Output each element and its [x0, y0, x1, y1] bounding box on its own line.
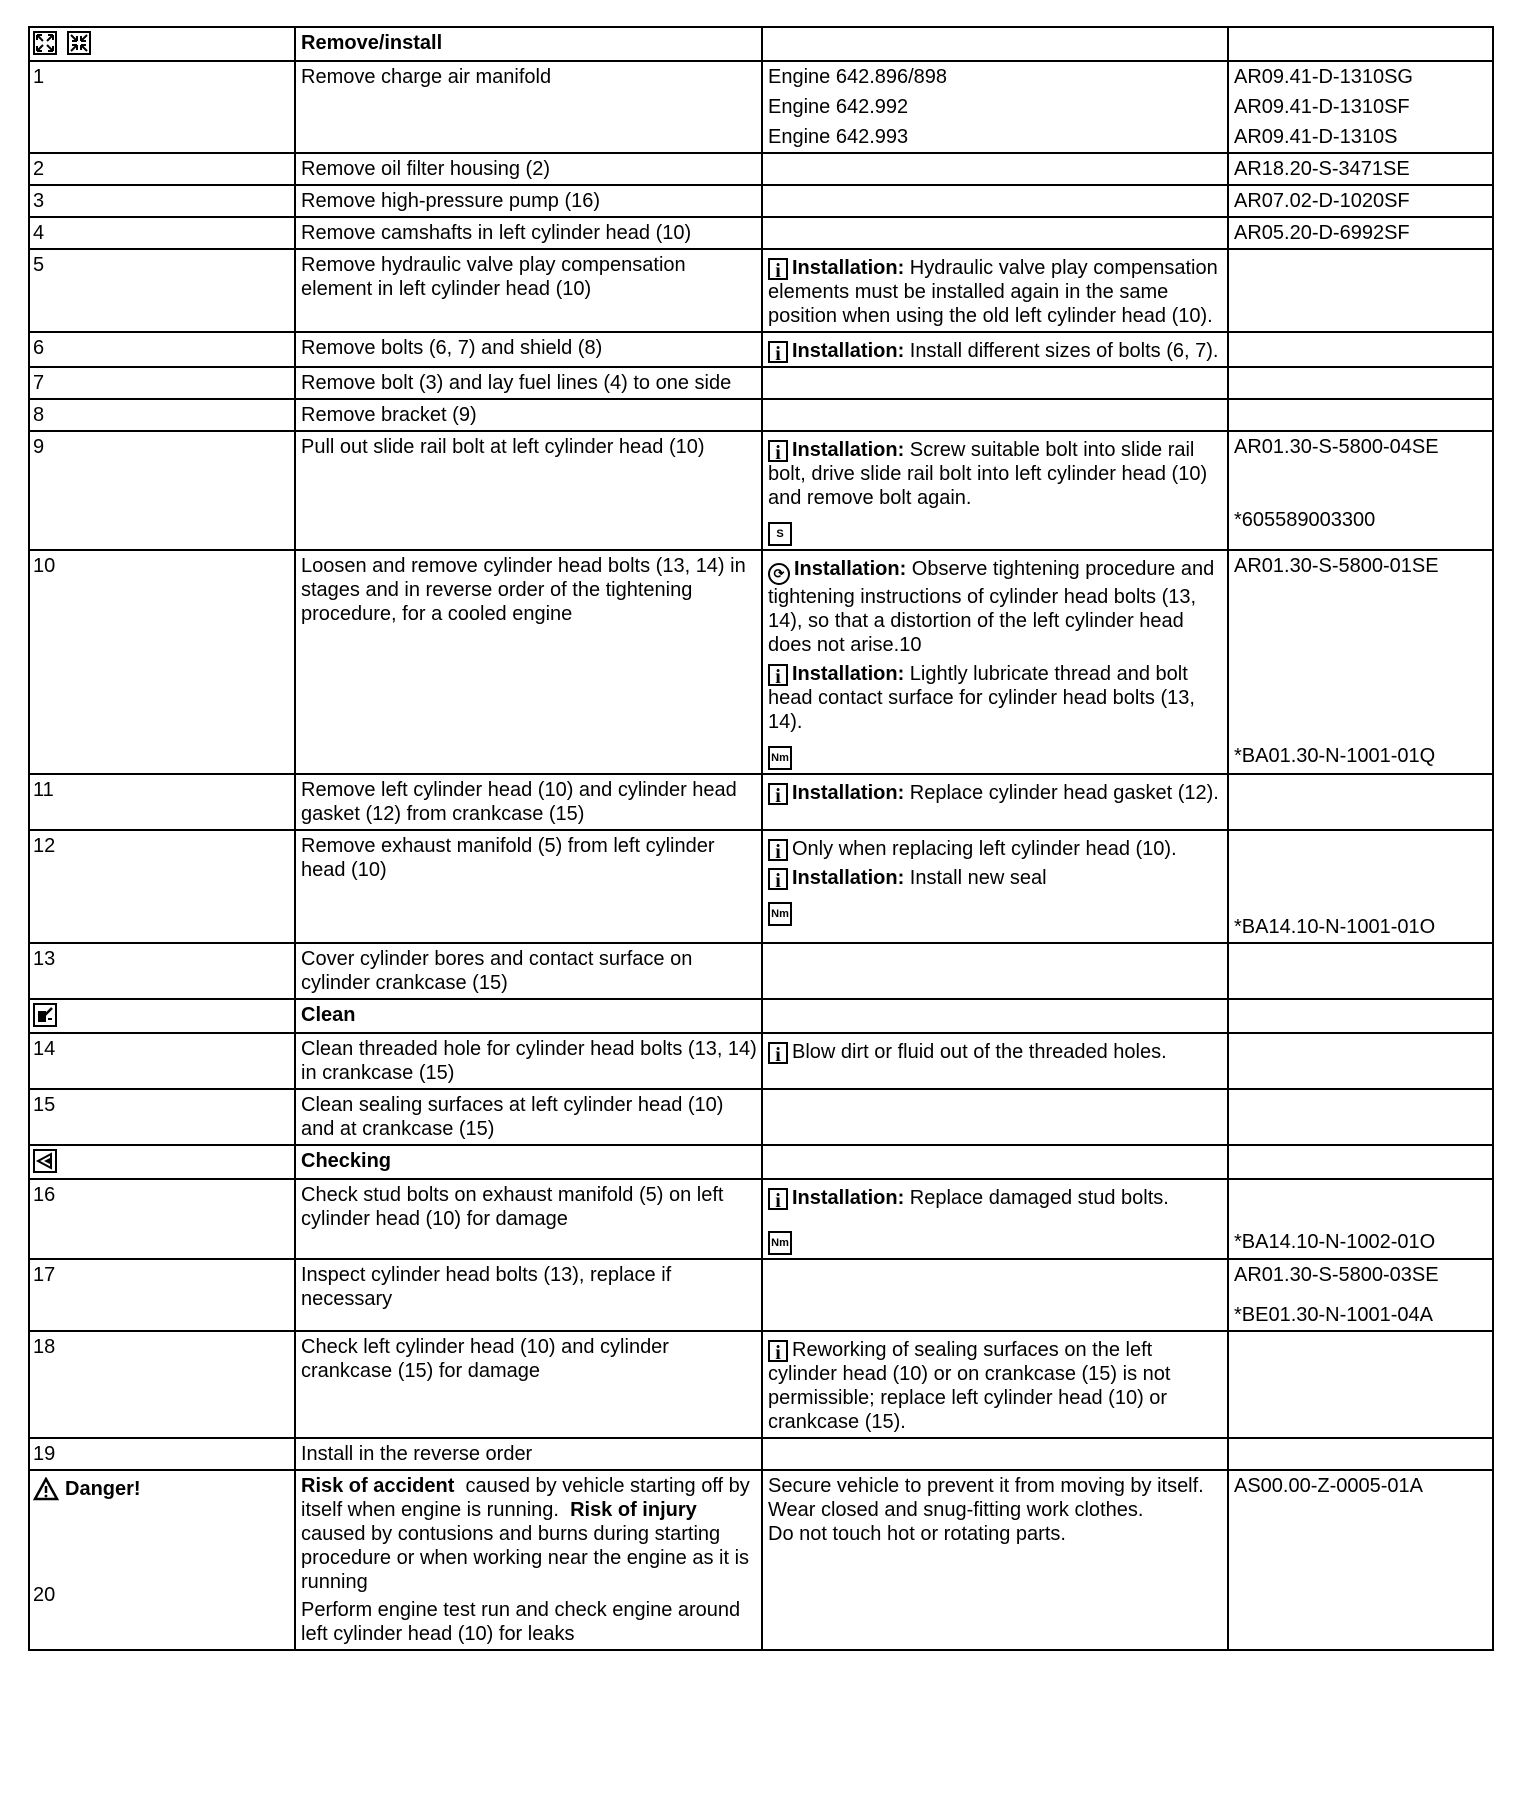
- step-number: 20: [33, 1584, 56, 1606]
- step-number: 12: [29, 830, 295, 943]
- torque-reference-link[interactable]: *BA14.10-N-1001-01O: [1234, 916, 1436, 938]
- step-row: [29, 550, 1493, 774]
- step-row: [29, 153, 1493, 185]
- installation-note: i Installation: Lightly lubricate thread and bolt head contact surface for cylinder head bolts (13, 14).: [768, 663, 1195, 733]
- safety-measure: Do not touch hot or rotating parts.: [768, 1523, 1066, 1545]
- info-note: i Blow dirt or fluid out of the threaded holes.: [768, 1040, 1223, 1064]
- step-row: [29, 1089, 1493, 1145]
- step-row: [29, 332, 1493, 367]
- step-task: Remove bracket (9): [295, 399, 762, 431]
- step-row: [29, 431, 1493, 550]
- expand-arrows-icon: [33, 31, 57, 55]
- checking-icon: [33, 1149, 57, 1173]
- step-number: 7: [29, 367, 295, 399]
- step-refs: [1228, 830, 1493, 943]
- step-notes: [762, 830, 1228, 943]
- section-title: Clean: [295, 999, 762, 1033]
- step-notes: [762, 774, 1228, 830]
- step-refs: [1228, 61, 1493, 153]
- step-number: 3: [29, 185, 295, 217]
- step-number: 2: [29, 153, 295, 185]
- engine-variant: Engine 642.993: [768, 126, 909, 148]
- tightening-procedure-icon: ⟳: [768, 563, 790, 585]
- step-row: [29, 217, 1493, 249]
- installation-note: i Installation: Install new seal: [768, 866, 1223, 890]
- step-number: 11: [29, 774, 295, 830]
- safety-measure: Wear closed and snug-fitting work clothes.: [768, 1499, 1144, 1521]
- step-task: Remove exhaust manifold (5) from left cylinder head (10): [295, 830, 762, 943]
- info-icon: i: [768, 440, 788, 462]
- step-task: Install in the reverse order: [295, 1438, 762, 1470]
- step-task: Remove left cylinder head (10) and cylinder head gasket (12) from crankcase (15): [295, 774, 762, 830]
- installation-note: i Installation: Install different sizes of bolts (6, 7).: [768, 339, 1223, 363]
- info-icon: i: [768, 664, 788, 686]
- step-notes: [762, 1179, 1228, 1259]
- doc-reference-link[interactable]: AR05.20-D-6992SF: [1228, 217, 1493, 249]
- step-number: 18: [29, 1331, 295, 1438]
- danger-measures: [762, 1470, 1228, 1650]
- safety-measure: Secure vehicle to prevent it from moving by itself.: [768, 1475, 1204, 1497]
- step-task: Remove oil filter housing (2): [295, 153, 762, 185]
- section-title: Checking: [295, 1145, 762, 1179]
- doc-reference-link[interactable]: AR09.41-D-1310S: [1234, 126, 1398, 148]
- installation-note: i Installation: Replace damaged stud bolts.: [768, 1186, 1223, 1210]
- step-notes: [762, 431, 1228, 550]
- engine-variant: Engine 642.896/898: [768, 66, 948, 88]
- torque-nm-icon: Nm: [768, 1231, 792, 1255]
- step-refs: [1228, 1179, 1493, 1259]
- torque-reference-link[interactable]: *BA01.30-N-1001-01Q: [1234, 745, 1436, 767]
- step-row: [29, 399, 1493, 431]
- step-row: [29, 249, 1493, 332]
- step-number: 1: [29, 61, 295, 153]
- step-number: 13: [29, 943, 295, 999]
- step-number: 19: [29, 1438, 295, 1470]
- doc-reference-link[interactable]: AR07.02-D-1020SF: [1228, 185, 1493, 217]
- doc-reference-link[interactable]: AR18.20-S-3471SE: [1228, 153, 1493, 185]
- procedure-table: [28, 26, 1494, 1651]
- step-row: [29, 1331, 1493, 1438]
- installation-note: i Installation: Screw suitable bolt into slide rail bolt, drive slide rail bolt into left cylinder head (10) and remove bolt again.: [768, 439, 1208, 509]
- installation-note: i Installation: Replace cylinder head gasket (12).: [768, 781, 1223, 805]
- section-icons: [29, 27, 295, 61]
- step-task: Check stud bolts on exhaust manifold (5) on left cylinder head (10) for damage: [295, 1179, 762, 1259]
- step-row: [29, 185, 1493, 217]
- torque-nm-icon: Nm: [768, 746, 792, 770]
- step-refs: [1228, 1259, 1493, 1331]
- step-task: Pull out slide rail bolt at left cylinder head (10): [295, 431, 762, 550]
- step-task: Remove high-pressure pump (16): [295, 185, 762, 217]
- step-task: Loosen and remove cylinder head bolts (13, 14) in stages and in reverse order of the tightening procedure, for a cooled engine: [295, 550, 762, 774]
- step-number: 17: [29, 1259, 295, 1331]
- doc-reference-link[interactable]: AR01.30-S-5800-04SE: [1234, 436, 1439, 458]
- step-number: 10: [29, 550, 295, 774]
- doc-reference-link[interactable]: AR01.30-S-5800-01SE: [1234, 555, 1439, 577]
- special-tool-icon: S: [768, 522, 792, 546]
- step-number: 14: [29, 1033, 295, 1089]
- clean-icon: [33, 1003, 57, 1027]
- step-task: Remove bolts (6, 7) and shield (8): [295, 332, 762, 367]
- step-task: Clean sealing surfaces at left cylinder head (10) and at crankcase (15): [295, 1089, 762, 1145]
- step-notes: [762, 249, 1228, 332]
- info-icon: i: [768, 341, 788, 363]
- step-task: Inspect cylinder head bolts (13), replace if necessary: [295, 1259, 762, 1331]
- danger-row: [29, 1470, 1493, 1650]
- section-title: Remove/install: [295, 27, 762, 61]
- step-row: [29, 1259, 1493, 1331]
- step-number: 5: [29, 249, 295, 332]
- step-number: 9: [29, 431, 295, 550]
- torque-reference-link[interactable]: *BA14.10-N-1002-01O: [1234, 1231, 1436, 1253]
- step-refs: [1228, 550, 1493, 774]
- step-engines: [762, 61, 1228, 153]
- danger-label: Danger!: [65, 1478, 141, 1500]
- step-notes: [762, 1033, 1228, 1089]
- info-icon: i: [768, 258, 788, 280]
- info-icon: i: [768, 1188, 788, 1210]
- engine-variant: Engine 642.992: [768, 96, 909, 118]
- warning-triangle-icon: [33, 1477, 59, 1501]
- step-row: [29, 830, 1493, 943]
- step-number: 16: [29, 1179, 295, 1259]
- doc-reference-link[interactable]: AR01.30-S-5800-03SE: [1234, 1264, 1439, 1286]
- step-row: [29, 1438, 1493, 1470]
- installation-note: i Installation: Hydraulic valve play compensation elements must be installed again in the same position when using the old left cylinder head (10).: [768, 257, 1218, 327]
- step-row: [29, 1033, 1493, 1089]
- procedure-sheet: [28, 26, 1494, 1651]
- step-task: Perform engine test run and check engine around left cylinder head (10) for leaks: [301, 1599, 741, 1645]
- info-icon: i: [768, 783, 788, 805]
- step-notes: [762, 550, 1228, 774]
- step-task: Remove bolt (3) and lay fuel lines (4) to one side: [295, 367, 762, 399]
- doc-reference-link[interactable]: AS00.00-Z-0005-01A: [1228, 1470, 1493, 1650]
- doc-reference-link[interactable]: AR09.41-D-1310SG: [1234, 66, 1413, 88]
- step-task: Check left cylinder head (10) and cylinder crankcase (15) for damage: [295, 1331, 762, 1438]
- step-number: 4: [29, 217, 295, 249]
- step-number: 8: [29, 399, 295, 431]
- danger-cell: [29, 1470, 295, 1650]
- step-notes: [762, 1331, 1228, 1438]
- step-task: Cover cylinder bores and contact surface on cylinder crankcase (15): [295, 943, 762, 999]
- section-header-checking: [29, 1145, 1493, 1179]
- step-row: [29, 61, 1493, 153]
- info-note: i Only when replacing left cylinder head (10).: [768, 837, 1223, 861]
- step-row: [29, 1179, 1493, 1259]
- step-notes: [762, 332, 1228, 367]
- step-task: Remove charge air manifold: [295, 61, 762, 153]
- step-refs: [1228, 431, 1493, 550]
- step-task: Remove camshafts in left cylinder head (10): [295, 217, 762, 249]
- info-icon: i: [768, 1340, 788, 1362]
- tool-reference-link[interactable]: *605589003300: [1234, 509, 1376, 531]
- tightening-note: ⟳ Installation: Observe tightening procedure and tightening instructions of cylinder head bolts (13, 14), so that a distortion of the left cylinder head does not arise.10: [768, 558, 1215, 656]
- info-note: i Reworking of sealing surfaces on the left cylinder head (10) or on crankcase (15) is not permissible; replace left cylinder head (10) or crankcase (15).: [768, 1339, 1171, 1433]
- collapse-arrows-icon: [67, 31, 91, 55]
- step-task: Clean threaded hole for cylinder head bolts (13, 14) in crankcase (15): [295, 1033, 762, 1089]
- doc-reference-link[interactable]: *BE01.30-N-1001-04A: [1234, 1304, 1434, 1326]
- step-number: 15: [29, 1089, 295, 1145]
- danger-text: Risk of accident caused by vehicle starting off by itself when engine is running. Risk of injury caused by contusions and burns during starting procedure or when working near the engine as it is running Perform engine test run and check engine around left cylinder head (10) for leaks: [295, 1470, 762, 1650]
- doc-reference-link[interactable]: AR09.41-D-1310SF: [1234, 96, 1410, 118]
- step-task: Remove hydraulic valve play compensation element in left cylinder head (10): [295, 249, 762, 332]
- step-number: 6: [29, 332, 295, 367]
- info-icon: i: [768, 868, 788, 890]
- step-row: [29, 367, 1493, 399]
- step-row: [29, 943, 1493, 999]
- section-header-clean: [29, 999, 1493, 1033]
- step-row: [29, 774, 1493, 830]
- section-header-remove-install: [29, 27, 1493, 61]
- info-icon: i: [768, 839, 788, 861]
- info-icon: i: [768, 1042, 788, 1064]
- torque-nm-icon: Nm: [768, 902, 792, 926]
